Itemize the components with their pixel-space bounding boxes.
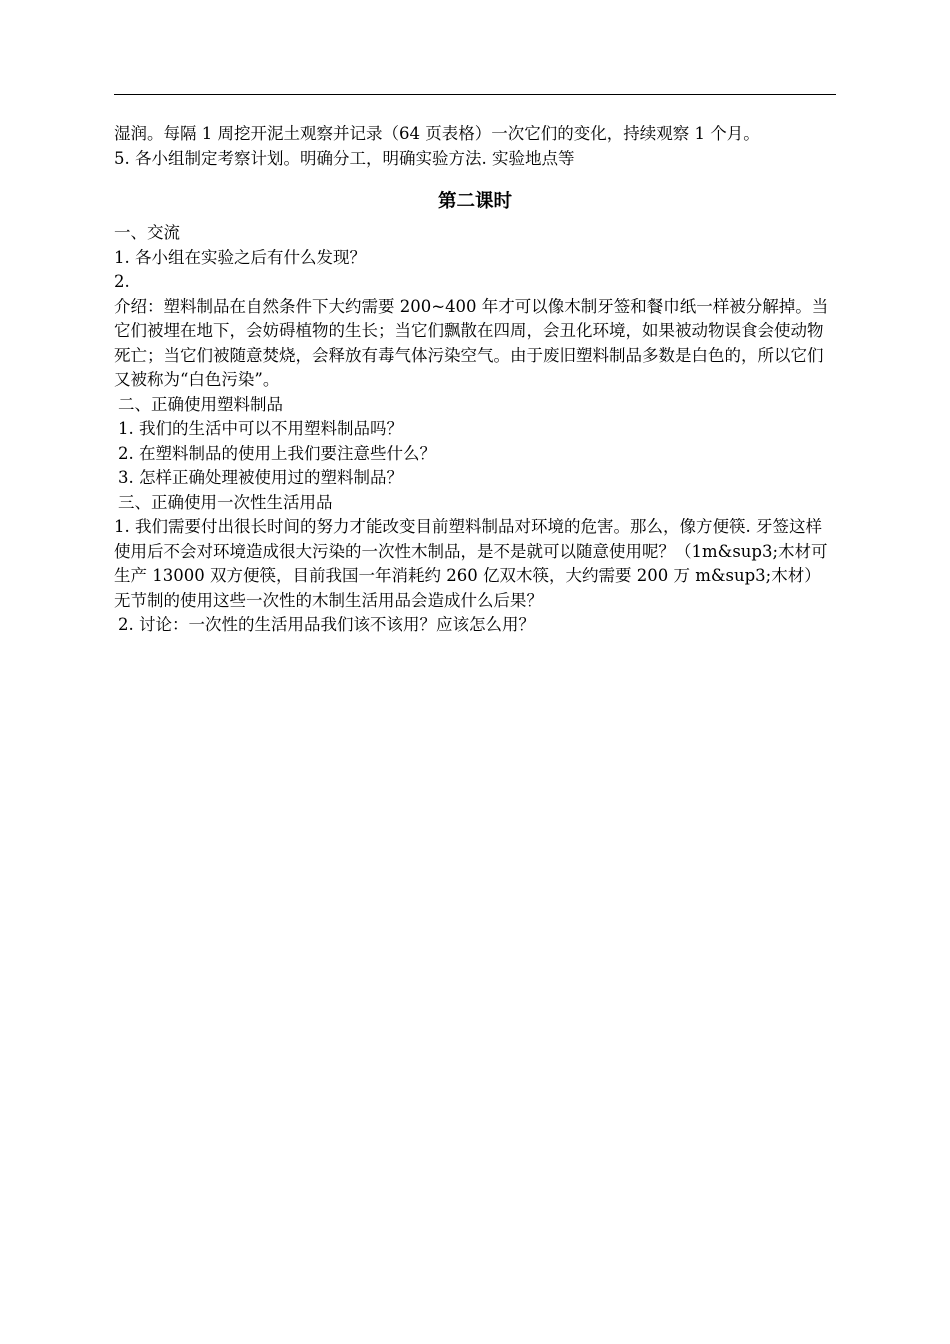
part2-question-2: 2. 在塑料制品的使用上我们要注意些什么？ xyxy=(118,443,436,463)
part2-question-1: 1. 我们的生活中可以不用塑料制品吗？ xyxy=(118,419,403,438)
part3-question-1: 1. 我们需要付出很长时间的努力才能改变目前塑料制品对环境的危害。那么，像方便筷. 牙签这样使用后不会对环境造成很大污染的一次性木制品，是不是就可以随意使用呢？（1m&sup3;木材可生产 13000 双方便筷，目前我国一年消耗约 260 亿双木筷，大约需要 200 万 m&sup3;木材）无节制的使用这些一次性的木制生活用品会造成什么后果？ xyxy=(114,517,828,610)
part1-question-2: 2. xyxy=(114,272,130,291)
part2-heading: 二、正确使用塑料制品 xyxy=(118,394,283,414)
part3-heading: 三、正确使用一次性生活用品 xyxy=(118,492,333,512)
header-rule xyxy=(114,94,836,95)
document-body xyxy=(114,122,836,638)
part1-question-1: 1. 各小组在实验之后有什么发现？ xyxy=(114,247,366,267)
part2-question-3: 3. 怎样正确处理被使用过的塑料制品？ xyxy=(118,468,403,487)
plan-item-5: 5. 各小组制定考察计划。明确分工，明确实验方法. 实验地点等 xyxy=(114,148,575,168)
part1-intro: 介绍：塑料制品在自然条件下大约需要 200~400 年才可以像木制牙签和餐巾纸一样被分解掉。当它们被埋在地下，会妨碍植物的生长；当它们飘散在四周，会丑化环境，如果被动物误食会使动物死亡；当它们被随意焚烧，会释放有毒气体污染空气。由于废旧塑料制品多数是白色的，所以它们又被称为“白色污染”。 xyxy=(114,296,829,389)
section-title: 第二课时 xyxy=(437,191,512,212)
part1-heading: 一、交流 xyxy=(114,223,180,242)
part3-question-2: 2. 讨论：一次性的生活用品我们该不该用？应该怎么用？ xyxy=(118,615,535,634)
continued-paragraph: 湿润。每隔 1 周挖开泥土观察并记录（64 页表格）一次它们的变化，持续观察 1 个月。 xyxy=(114,124,760,143)
